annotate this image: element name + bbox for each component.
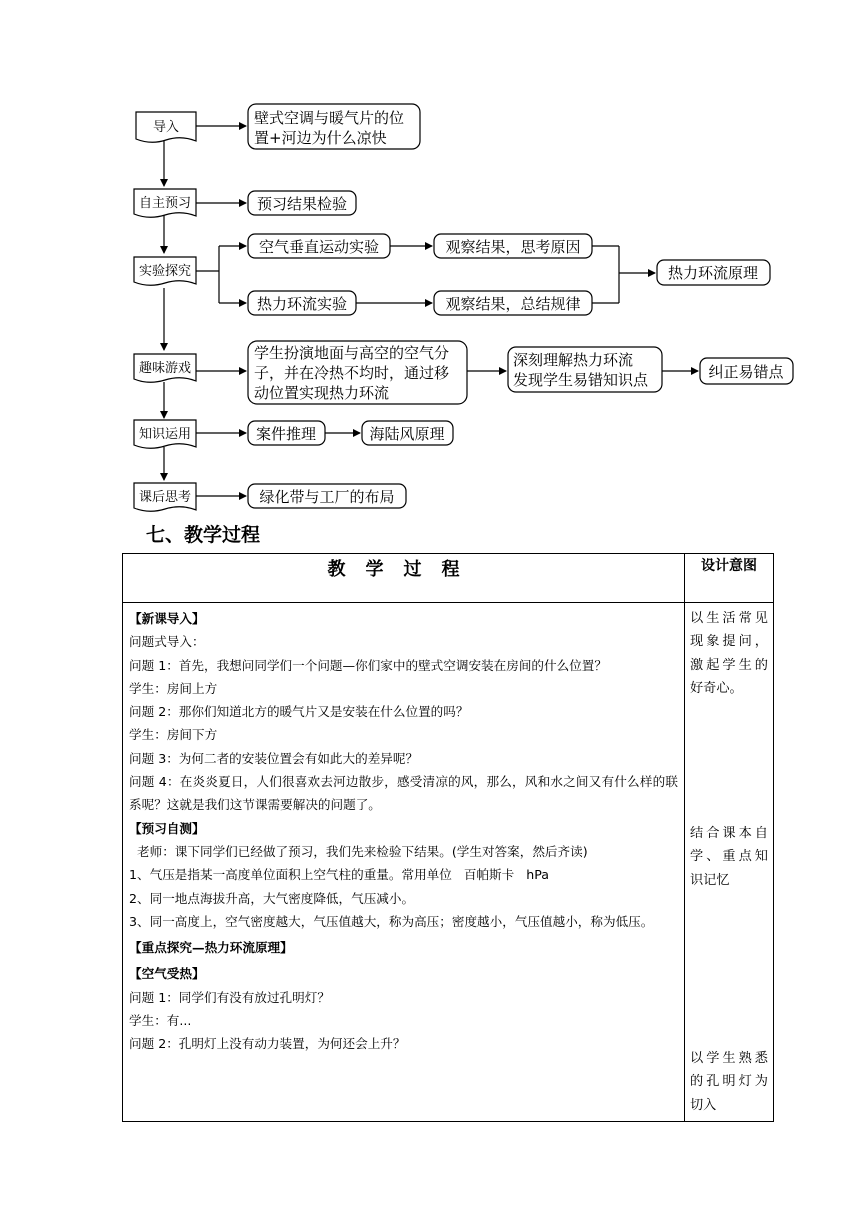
step-intro — [136, 112, 196, 142]
intro-content — [123, 603, 685, 1122]
box-exp-vertical-result — [434, 234, 592, 258]
preview-title: 【预习自测】 — [129, 820, 205, 836]
intro-title: 【新课导入】 — [129, 611, 205, 626]
section-heading: 七、教学过程 — [146, 524, 261, 546]
intent-preview: 结合课本自学、重点知识记忆 — [690, 826, 768, 888]
intro-line-7: 问题 4：在炎炎夏日，人们很喜欢去河边散步，感受清凉的风，那么，风和水之间又有什么样的联系呢？这就是我们这节课需要解决的问题了。 — [129, 774, 678, 813]
box-exp-circulation — [248, 291, 356, 315]
box-exp-circulation-label: 热力环流实验 — [256, 295, 348, 313]
step-application — [134, 420, 196, 448]
box-exp-circulation-result-label: 观察结果，总结规律 — [445, 295, 581, 313]
box-sea-land — [362, 421, 453, 445]
box-principle — [657, 260, 770, 285]
box-exp-vertical-label: 空气垂直运动实验 — [258, 238, 380, 256]
intro-line-6: 问题 3：为何二者的安装位置会有如此大的差异呢？ — [129, 750, 419, 766]
step-application-label: 知识运用 — [138, 427, 192, 442]
heating-line-1: 问题 1：同学们有没有放过孔明灯？ — [129, 989, 330, 1005]
box-preview-check-label: 预习结果检验 — [256, 195, 348, 213]
intent-intro: 以生活常见现象提问，激起学生的好奇心。 — [690, 611, 768, 696]
intro-line-1: 问题式导入： — [129, 634, 205, 650]
box-exp-circulation-result — [434, 291, 592, 315]
box-game-line1: 学生扮演地面与高空的空气分 — [254, 344, 450, 362]
box-correct — [700, 358, 793, 384]
heating-line-2: 学生：有... — [129, 1013, 192, 1029]
box-game — [248, 341, 467, 404]
step-game-label: 趣味游戏 — [138, 361, 192, 376]
box-game-result — [508, 347, 662, 392]
intro-line-3: 学生：房间上方 — [129, 680, 218, 696]
step-game — [134, 354, 196, 382]
heating-title: 【空气受热】 — [129, 966, 205, 982]
box-intro-line1: 壁式空调与暖气片的位 — [254, 109, 405, 127]
step-intro-label: 导入 — [152, 120, 180, 135]
box-exp-vertical — [248, 234, 390, 258]
preview-line-3: 2、同一地点海拔升高，大气密度降低，气压减小。 — [129, 890, 415, 906]
table-row-intro — [123, 603, 774, 1122]
box-correct-label: 纠正易错点 — [708, 363, 784, 381]
table-head-side: 设计意图 — [685, 554, 774, 603]
step-experiment-label: 实验探究 — [138, 264, 192, 279]
box-preview-check — [248, 191, 356, 215]
preview-line-4: 3、同一高度上，空气密度越大，气压值越大，称为高压；密度越小，气压值越小，称为低压。 — [129, 913, 654, 929]
heating-line-3: 问题 2：孔明灯上没有动力装置，为何还会上升？ — [129, 1036, 406, 1052]
box-intro-line2: 置+河边为什么凉快 — [254, 129, 387, 147]
preview-line-1: 老师：课下同学们已经做了预习，我们先来检验下结果。(学生对答案，然后齐读) — [129, 843, 588, 859]
intro-line-5: 学生：房间下方 — [129, 727, 218, 743]
intro-line-2: 问题 1：首先，我想问同学们一个问题—你们家中的壁式空调安装在房间的什么位置？ — [129, 657, 607, 673]
intent-heating: 以学生熟悉的孔明灯为切入 — [690, 1051, 768, 1113]
box-game-result-line1: 深刻理解热力环流 — [513, 351, 634, 369]
box-intro — [248, 104, 420, 149]
box-game-line2: 子，并在冷热不均时，通过移 — [254, 364, 450, 382]
box-sea-land-label: 海陆风原理 — [369, 425, 445, 443]
step-experiment — [134, 257, 196, 285]
box-case-label: 案件推理 — [255, 425, 317, 443]
step-preview — [134, 189, 196, 217]
box-game-result-line2: 发现学生易错知识点 — [513, 371, 649, 389]
step-reflection-label: 课后思考 — [138, 490, 192, 505]
box-exp-vertical-result-label: 观察结果，思考原因 — [445, 238, 581, 256]
step-reflection — [134, 483, 196, 511]
preview-line-2: 1、气压是指某一高度单位面积上空气柱的重量。常用单位 百帕斯卡 hPa — [129, 867, 549, 883]
teaching-flowchart — [0, 0, 860, 520]
intent-column — [685, 603, 774, 1122]
intro-line-4: 问题 2：那你们知道北方的暖气片又是安装在什么位置的吗？ — [129, 704, 469, 720]
table-header-row — [123, 554, 774, 603]
box-green-belt — [248, 484, 406, 508]
step-preview-label: 自主预习 — [138, 196, 192, 211]
box-case — [248, 421, 325, 445]
teaching-process-table — [122, 553, 774, 1122]
box-principle-label: 热力环流原理 — [667, 264, 759, 282]
table-head-main: 教学过程 — [123, 554, 685, 603]
box-green-belt-label: 绿化带与工厂的布局 — [259, 488, 395, 506]
box-game-line3: 动位置实现热力环流 — [254, 384, 390, 402]
focus-title: 【重点探究—热力环流原理】 — [129, 940, 293, 956]
